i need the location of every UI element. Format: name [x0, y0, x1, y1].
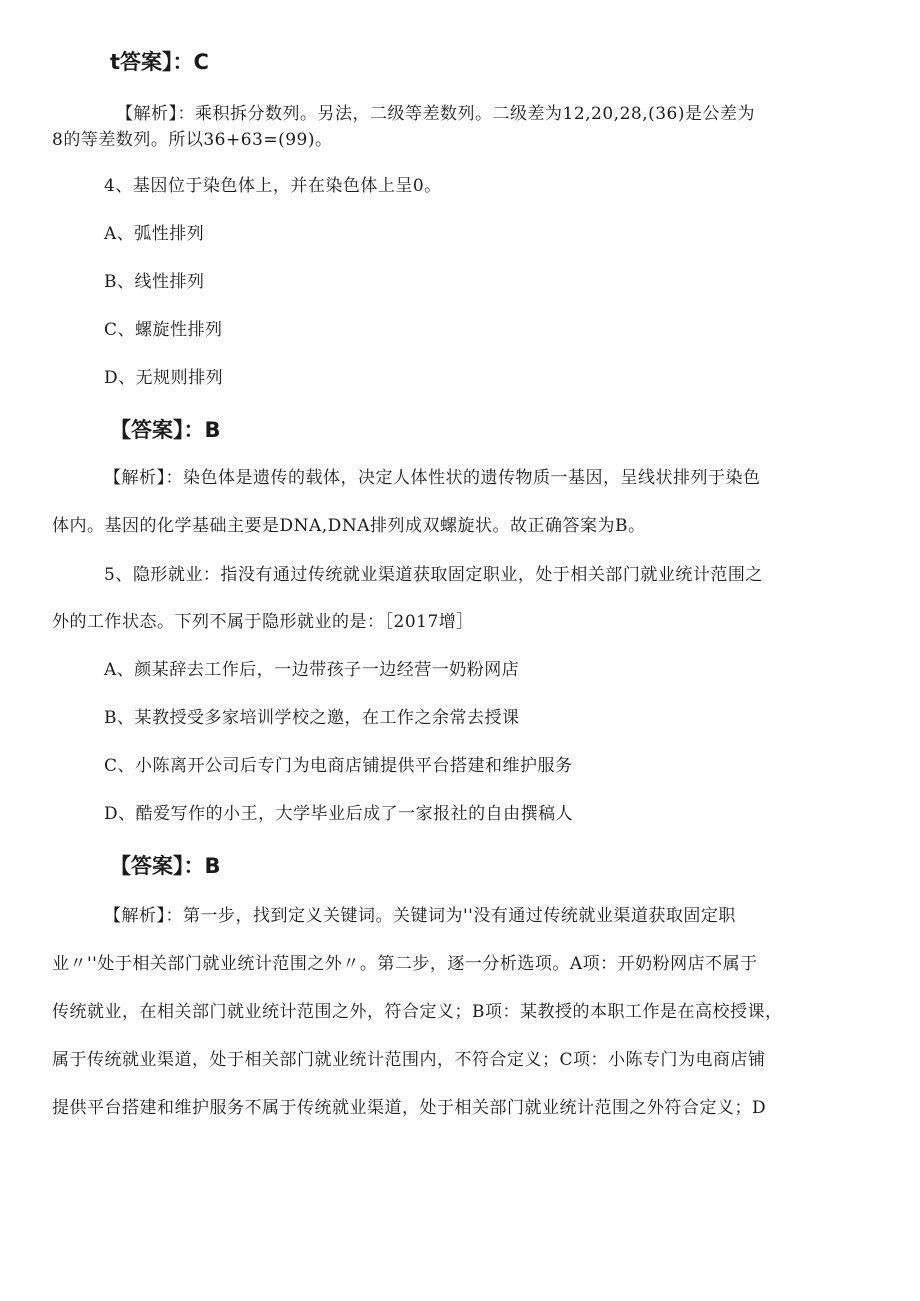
answer-heading: 【答案】：B: [110, 418, 221, 442]
explanation-line: 属于传统就业渠道，处于相关部门就业统计范围内，不符合定义；C项：小陈专门为电商店铺: [52, 1050, 766, 1070]
explanation-line: 传统就业，在相关部门就业统计范围之外，符合定义；B项：某教授的本职工作是在高校授课，: [52, 1002, 783, 1022]
question-stem: 4、基因位于染色体上，并在染色体上呈0。: [104, 176, 442, 196]
explanation-line: 【解析】：第一步，找到定义关键词。关键词为''没有通过传统就业渠道获取固定职: [104, 906, 736, 926]
option-a: A、颜某辞去工作后，一边带孩子一边经营一奶粉网店: [104, 660, 520, 680]
explanation-line: 【解析】：乘积拆分数列。另法，二级等差数列。二级差为12,20,28,(36)是公差为: [116, 104, 756, 124]
question-stem: 5、隐形就业：指没有通过传统就业渠道获取固定职业，处于相关部门就业统计范围之: [104, 565, 763, 585]
option-c: C、螺旋性排列: [104, 320, 223, 340]
explanation-line: 提供平台搭建和维护服务不属于传统就业渠道，处于相关部门就业统计范围之外符合定义；D: [52, 1098, 767, 1118]
option-c: C、小陈离开公司后专门为电商店铺提供平台搭建和维护服务: [104, 756, 573, 776]
option-b: B、某教授受多家培训学校之邀，在工作之余常去授课: [104, 708, 520, 728]
explanation-line: 体内。基因的化学基础主要是DNA,DNA排列成双螺旋状。故正确答案为B。: [52, 516, 646, 536]
question-stem: 外的工作状态。下列不属于隐形就业的是：［2017增］: [52, 612, 474, 632]
option-a: A、弧性排列: [104, 224, 205, 244]
answer-heading: 【答案】：B: [110, 854, 221, 878]
explanation-line: 【解析】：染色体是遗传的载体，决定人体性状的遗传物质一基因，呈线状排列于染色: [104, 468, 761, 488]
option-d: D、酷爱写作的小王，大学毕业后成了一家报社的自由撰稿人: [104, 804, 574, 824]
explanation-line: 8的等差数列。所以36+63=(99)。: [52, 130, 333, 150]
answer-heading: t答案】：C: [110, 50, 209, 74]
explanation-line: 业〃''处于相关部门就业统计范围之外〃。第二步，逐一分析选项。A项：开奶粉网店不属于: [52, 954, 758, 974]
option-b: B、线性排列: [104, 272, 205, 292]
option-d: D、无规则排列: [104, 368, 224, 388]
